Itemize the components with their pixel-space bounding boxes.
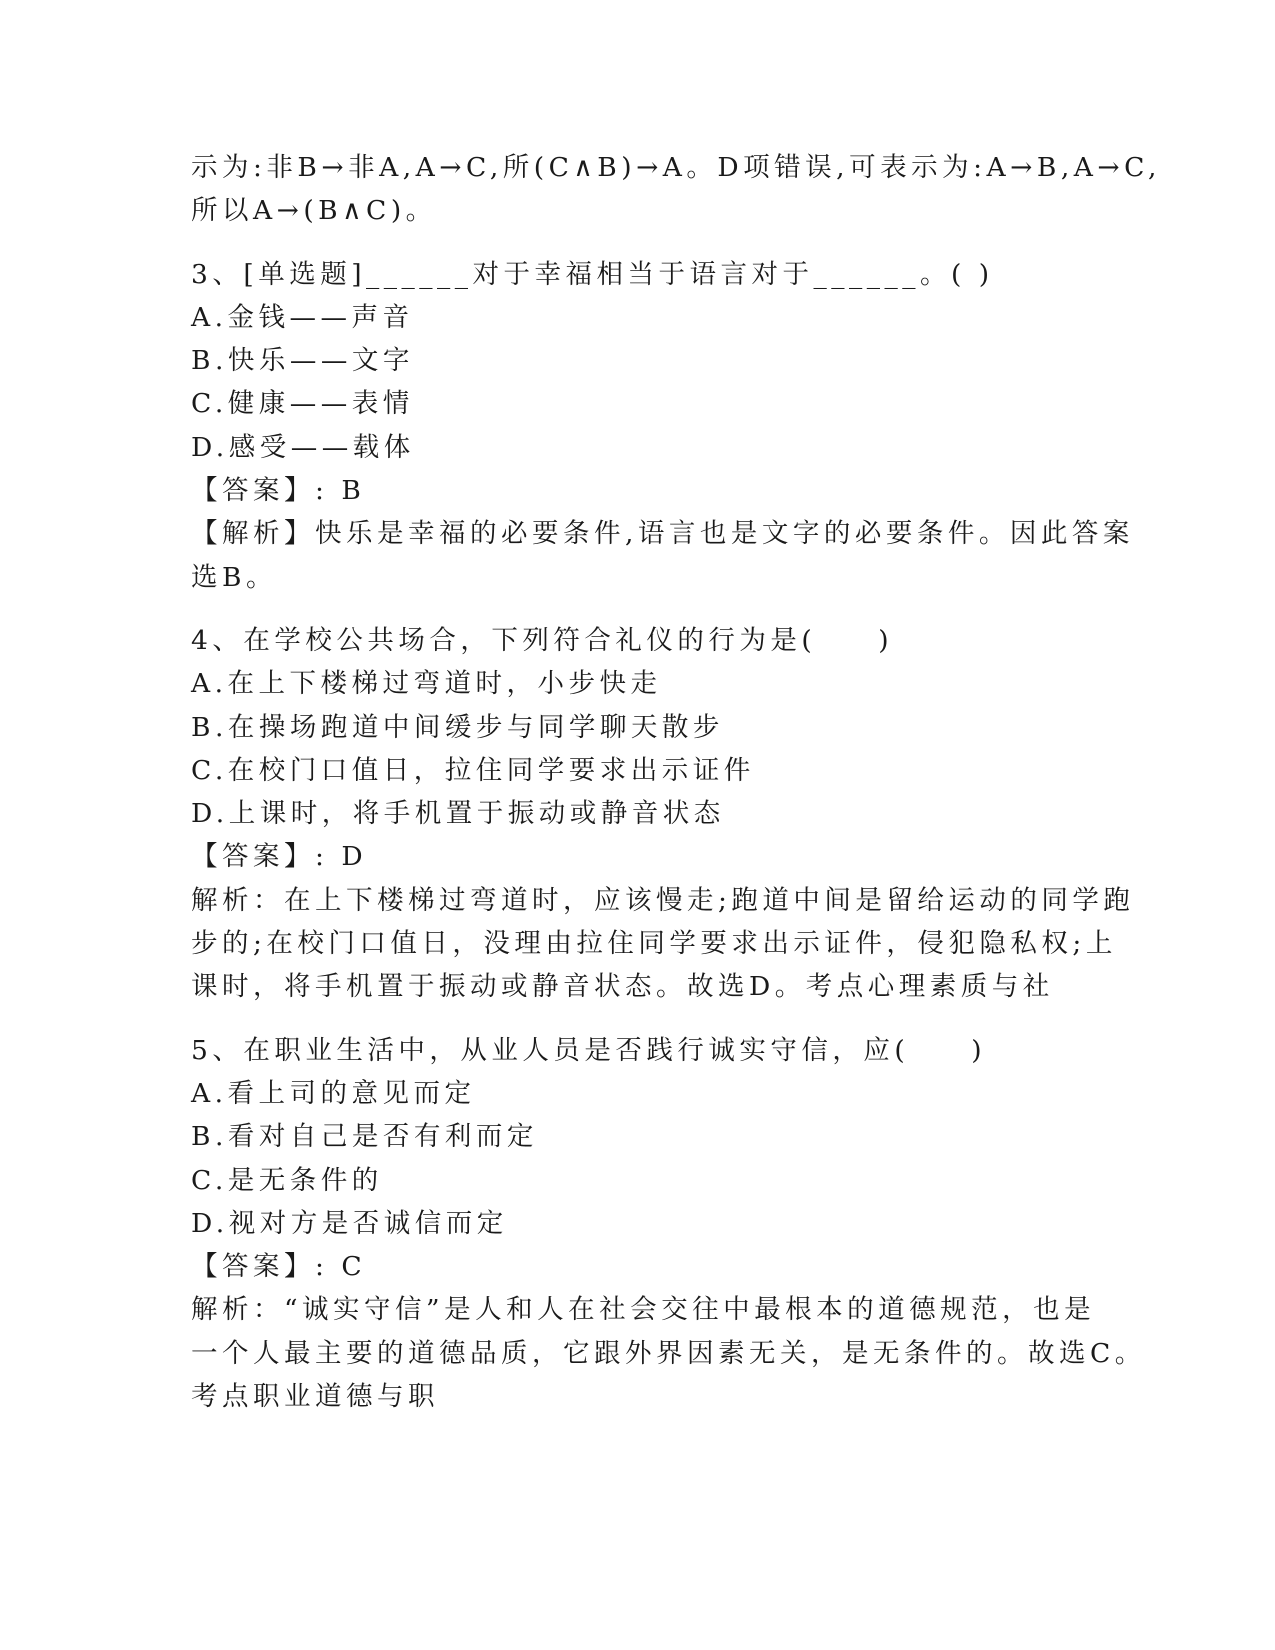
analysis-line: 【解析】快乐是幸福的必要条件,语言也是文字的必要条件。因此答案 <box>191 518 1134 550</box>
analysis-line: 示为:非B→非A,A→C,所(C∧B)→A。D项错误,可表示为:A→B,A→C, <box>191 152 1161 183</box>
option-d: D.感受——载体 <box>191 431 415 463</box>
option-c: C.在校门口值日，拉住同学要求出示证件 <box>191 754 755 786</box>
question-text: 3、[单选题]______对于幸福相当于语言对于______。( ) <box>191 258 994 290</box>
option-b: B.快乐——文字 <box>191 345 414 377</box>
question-2-tail <box>191 146 1161 233</box>
answer: 【答案】: B <box>191 475 366 507</box>
option-b: B.在操场跑道中间缓步与同学聊天散步 <box>191 711 724 743</box>
option-a: A.看上司的意见而定 <box>191 1077 476 1109</box>
analysis-line: 一个人最主要的道德品质，它跟外界因素无关，是无条件的。故选C。 <box>191 1337 1146 1369</box>
option-c: C.健康——表情 <box>191 388 414 420</box>
analysis-line: 解析：在上下楼梯过弯道时，应该慢走;跑道中间是留给运动的同学跑 <box>191 884 1135 916</box>
option-d: D.上课时，将手机置于振动或静音状态 <box>191 798 725 830</box>
analysis-line: 考点职业道德与职 <box>191 1381 439 1413</box>
answer: 【答案】: C <box>191 1251 367 1283</box>
analysis-line: 选B。 <box>191 561 277 593</box>
analysis-line: 步的;在校门口值日，没理由拉住同学要求出示证件，侵犯隐私权;上 <box>191 928 1117 960</box>
option-d: D.视对方是否诚信而定 <box>191 1207 508 1239</box>
option-c: C.是无条件的 <box>191 1164 383 1196</box>
question-text: 5、在职业生活中，从业人员是否践行诚实守信，应( ) <box>191 1034 987 1066</box>
question-4 <box>191 619 1135 1009</box>
option-a: A.在上下楼梯过弯道时，小步快走 <box>191 668 662 700</box>
document-content <box>191 146 1161 1418</box>
question-5 <box>191 1029 1146 1419</box>
analysis-line: 解析：“诚实守信”是人和人在社会交往中最根本的道德规范，也是 <box>191 1294 1096 1326</box>
option-b: B.看对自己是否有利而定 <box>191 1121 538 1153</box>
answer: 【答案】: D <box>191 841 368 873</box>
question-text: 4、在学校公共场合，下列符合礼仪的行为是( ) <box>191 624 894 656</box>
question-3 <box>191 253 1134 599</box>
analysis-line: 课时，将手机置于振动或静音状态。故选D。考点心理素质与社 <box>191 971 1054 1003</box>
analysis-line: 所以A→(B∧C)。 <box>191 195 437 227</box>
option-a: A.金钱——声音 <box>191 301 414 333</box>
